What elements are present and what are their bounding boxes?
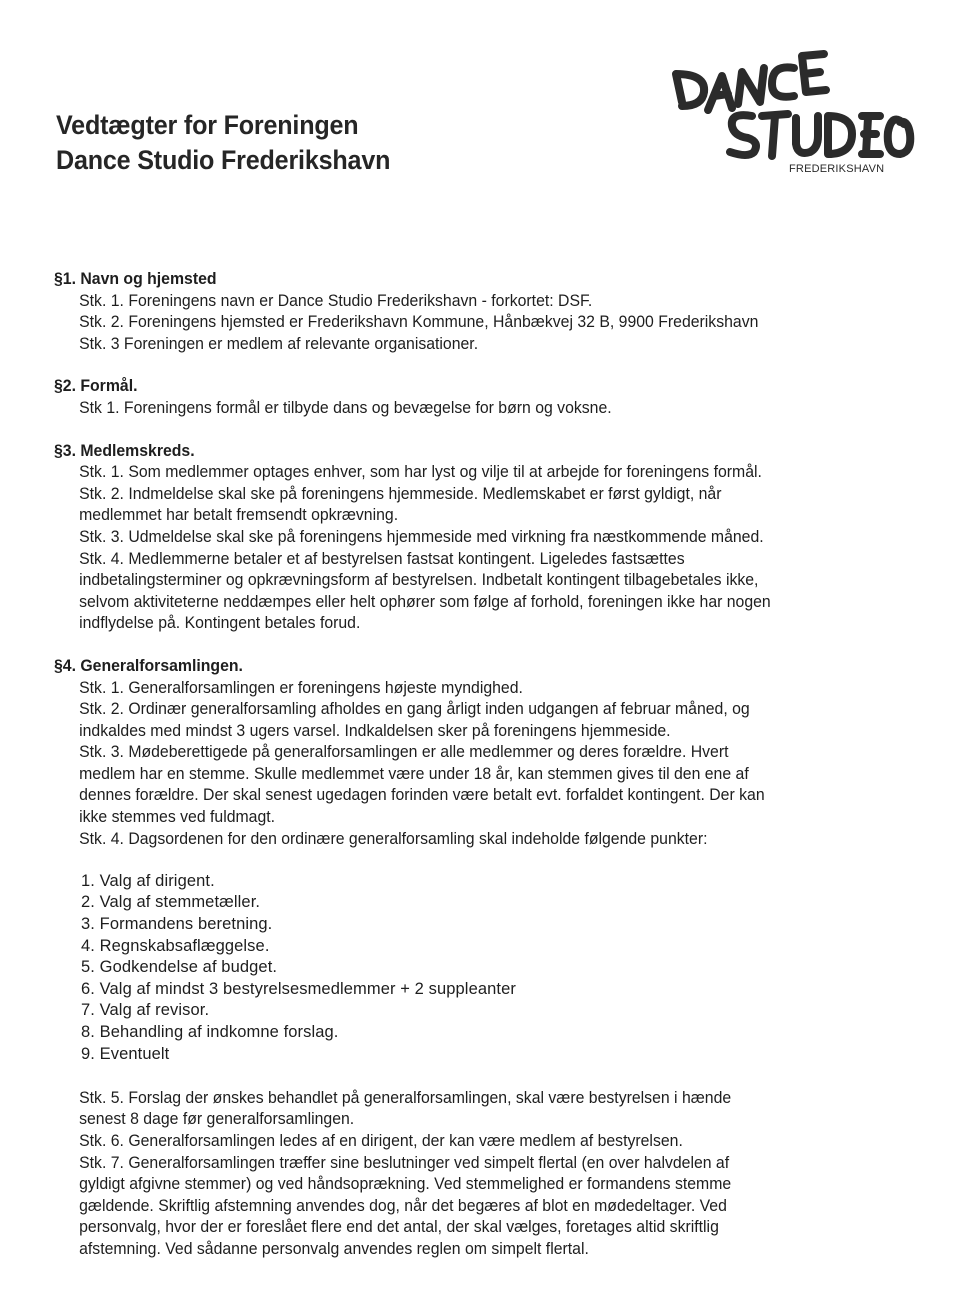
- paragraph-line: Stk. 2. Ordinær generalforsamling afholdes en gang årligt inden udgangen af februar måned, og: [79, 699, 750, 719]
- paragraph-line: Stk. 2. Foreningens hjemsted er Frederikshavn Kommune, Hånbækvej 32 B, 9900 Frederikshavn: [79, 312, 759, 332]
- paragraph-line: gyldigt afgivne stemmer) og ved håndsoprækning. Ved stemmelighed er formandens stemme: [79, 1174, 732, 1194]
- paragraph-line: afstemning. Ved sådanne personvalg anvendes reglen om simpelt flertal.: [79, 1238, 589, 1258]
- document-title: [56, 108, 390, 178]
- agenda-item: 5. Godkendelse af budget.: [81, 958, 278, 977]
- section-heading: §1. Navn og hjemsted: [54, 269, 217, 288]
- paragraph-line: Stk. 6. Generalforsamlingen ledes af en dirigent, der kan være medlem af bestyrelsen.: [79, 1130, 683, 1150]
- paragraph-line: indbetalingsterminer og opkrævningsform af bestyrelsen. Indbetalt kontingent tilbagebetales ikke,: [79, 570, 759, 590]
- paragraph-line: Stk. 3. Mødeberettigede på generalforsamlingen er alle medlemmer og deres forældre. Hvert: [79, 742, 729, 762]
- paragraph-line: personvalg, hvor der er foreslået flere end det antal, der skal vælges, foretages altid skriftlig: [79, 1217, 719, 1237]
- agenda-item: 7. Valg af revisor.: [81, 1001, 210, 1020]
- agenda-item: 6. Valg af mindst 3 bestyrelsesmedlemmer + 2 suppleanter: [81, 979, 516, 998]
- paragraph-line: Stk. 2. Indmeldelse skal ske på foreningens hjemmeside. Medlemskabet er først gyldigt, når: [79, 483, 722, 503]
- paragraph-line: senest 8 dage før generalforsamlingen.: [79, 1109, 355, 1129]
- section-1: [54, 268, 863, 354]
- paragraph-line: Stk. 4. Medlemmerne betaler et af bestyrelsen fastsat kontingent. Ligeledes fastsættes: [79, 548, 685, 568]
- paragraph-line: Stk. 5. Forslag der ønskes behandlet på generalforsamlingen, skal være bestyrelsen i hænde: [79, 1087, 732, 1107]
- paragraph-line: ikke stemmes ved fuldmagt.: [79, 807, 276, 827]
- section-heading: §4. Generalforsamlingen.: [54, 655, 243, 675]
- logo-subtitle: FREDERIKSHAVN: [789, 163, 885, 175]
- paragraph-line: medlem har en stemme. Skulle medlemmet være under 18 år, kan stemmen gives til den ene af: [79, 763, 749, 783]
- agenda-item: 3. Formandens beretning.: [81, 915, 273, 934]
- paragraph-line: Stk. 1. Som medlemmer optages enhver, som har lyst og vilje til at arbejde for foreningens formål.: [79, 462, 762, 482]
- title-line-1: Vedtægter for Foreningen: [56, 110, 359, 140]
- paragraph-line: Stk. 3 Foreningen er medlem af relevante organisationer.: [79, 333, 479, 353]
- paragraph-line: Stk. 1. Foreningens navn er Dance Studio Frederikshavn - forkortet: DSF.: [79, 290, 593, 310]
- agenda-item: 8. Behandling af indkomne forslag.: [81, 1023, 339, 1041]
- agenda-item: 2. Valg af stemmetæller.: [81, 893, 261, 912]
- section-4: [54, 655, 863, 871]
- paragraph-line: gældende. Skriftlig afstemning anvendes dog, når det begæres af blot en mødedeltager. Ved: [79, 1195, 727, 1215]
- section-2: [54, 375, 863, 418]
- agenda-item: 9. Eventuelt: [81, 1044, 170, 1063]
- paragraph-line: Stk. 3. Udmeldelse skal ske på foreningens hjemmeside med virkning fra næstkommende måned.: [79, 526, 764, 546]
- section-heading: §3. Medlemskreds.: [54, 440, 195, 460]
- document-body: [54, 268, 924, 1260]
- spacer: [54, 849, 863, 871]
- paragraph-line: Stk. 7. Generalforsamlingen træffer sine beslutninger ved simpelt flertal (en over halvdelen af: [79, 1152, 730, 1172]
- paragraph-line: Stk 1. Foreningens formål er tilbyde dans og bevægelse for børn og voksne.: [79, 397, 612, 417]
- title-line-2: Dance Studio Frederikshavn: [56, 145, 391, 175]
- paragraph-line: indflydelse på. Kontingent betales forud.: [79, 613, 361, 633]
- section-3: [54, 440, 863, 634]
- agenda-item: 4. Regnskabsaflæggelse.: [81, 936, 270, 955]
- paragraph-line: Stk. 1. Generalforsamlingen er foreningens højeste myndighed.: [79, 677, 523, 697]
- section-heading: §2. Formål.: [54, 376, 138, 396]
- paragraph-line: Stk. 4. Dagsordenen for den ordinære generalforsamling skal indeholde følgende punkter:: [79, 828, 708, 848]
- paragraph-line: medlemmet har betalt fremsendt opkrævning.: [79, 505, 399, 525]
- agenda-item: 1. Valg af dirigent.: [81, 871, 215, 890]
- paragraph-line: selvom aktiviteterne neddæmpes eller helt ophører som følge af forhold, foreningen ikke har nogen: [79, 591, 771, 611]
- agenda-list: [54, 871, 924, 1065]
- paragraph-line: dennes forældre. Der skal senest ugedagen forinden være betalt evt. forfaldet kontingent. Der kan: [79, 785, 765, 805]
- paragraph-line: indkaldes med mindst 3 ugers varsel. Indkaldelsen sker på foreningens hjemmeside.: [79, 720, 671, 740]
